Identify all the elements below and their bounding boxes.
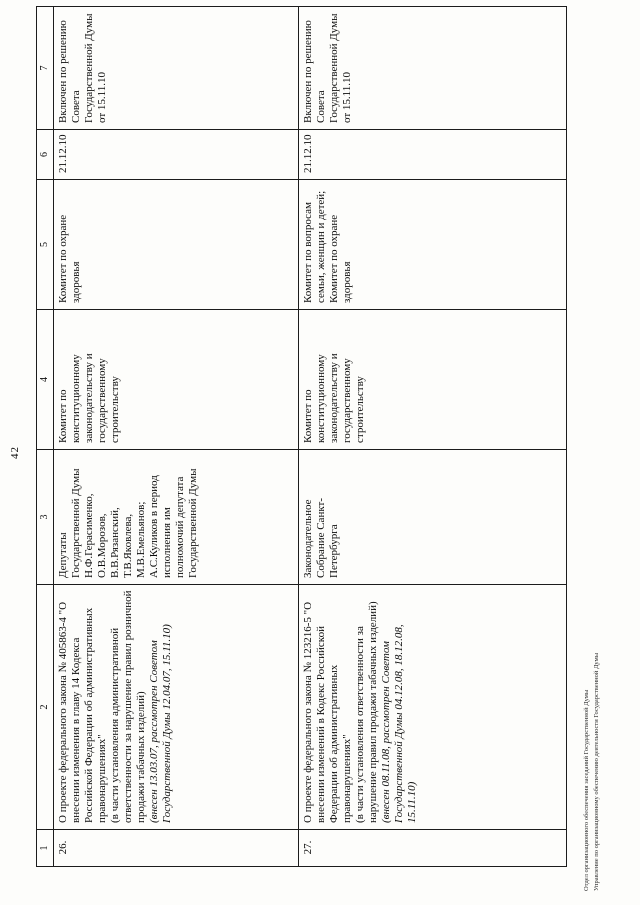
initiator-cell: Депутаты Государственной Думы Н.Ф.Герасименко, О.В.Морозов, В.В.Рязанский, Т.В.Яковлева, М.В.Емельянов; А.С.Куликов в период исполнения им полномочий депутата Государственной Думы <box>54 450 299 585</box>
header-col-3: 3 <box>37 450 54 585</box>
co-committee-cell: Комитет по вопросам семьи, женщин и детей; Комитет по охране здоровья <box>299 180 567 310</box>
table-row <box>299 7 567 867</box>
bill-title: О проекте федерального закона № 123216-5 "О внесении изменений в Кодекс Российской Федерации об административных правонарушениях" <box>302 601 353 823</box>
bill-title-cell <box>299 585 567 830</box>
bill-title-note: (в части установления административной ответственности за нарушение правил розничной продажи табачных изделий) <box>108 590 147 823</box>
page-number: 42 <box>9 446 21 459</box>
row-number-cell: 27. <box>299 830 567 867</box>
header-col-4: 4 <box>37 310 54 450</box>
table-header-row <box>37 7 54 867</box>
footer-directorate-line: Управление по организационному обеспечению деятельности Государственной Думы <box>593 652 601 891</box>
header-col-1: 1 <box>37 830 54 867</box>
bill-title-note: (в части установления ответственности за нарушение правил продажи табачных изделий) <box>353 601 379 823</box>
bill-title: О проекте федерального закона № 405863-4 "О внесении изменения в главу 14 Кодекса Российской Федерации об административных правонарушениях" <box>57 601 108 823</box>
bill-title-history: (внесен 08.11.08, рассмотрен Советом Государственной Думы 04.12.08, 18.12.08, 15.11.10) <box>379 624 418 823</box>
table-row <box>54 7 299 867</box>
date-cell: 21.12.10 <box>299 130 567 180</box>
document-footer <box>582 653 602 891</box>
row-number-cell: 26. <box>54 830 299 867</box>
date-cell: 21.12.10 <box>54 130 299 180</box>
co-committee-cell: Комитет по охране здоровья <box>54 180 299 310</box>
responsible-committee-cell: Комитет по конституционному законодательству и государственному строительству <box>54 310 299 450</box>
footer-department-line: Отдел организационного обеспечения заседаний Государственной Думы <box>583 689 590 891</box>
bills-table <box>36 6 567 867</box>
header-col-7: 7 <box>37 7 54 130</box>
bill-title-history: (внесен 13.03.07, рассмотрен Советом Государственной Думы 12.04.07, 15.11.10) <box>147 624 173 823</box>
status-cell: Включен по решению Совета Государственной Думы от 15.11.10 <box>54 7 299 130</box>
status-cell: Включен по решению Совета Государственной Думы от 15.11.10 <box>299 7 567 130</box>
header-col-5: 5 <box>37 180 54 310</box>
initiator-cell: Законодательное Собрание Санкт-Петербурга <box>299 450 567 585</box>
responsible-committee-cell: Комитет по конституционному законодательству и государственному строительству <box>299 310 567 450</box>
header-col-2: 2 <box>37 585 54 830</box>
header-col-6: 6 <box>37 130 54 180</box>
bill-title-cell <box>54 585 299 830</box>
